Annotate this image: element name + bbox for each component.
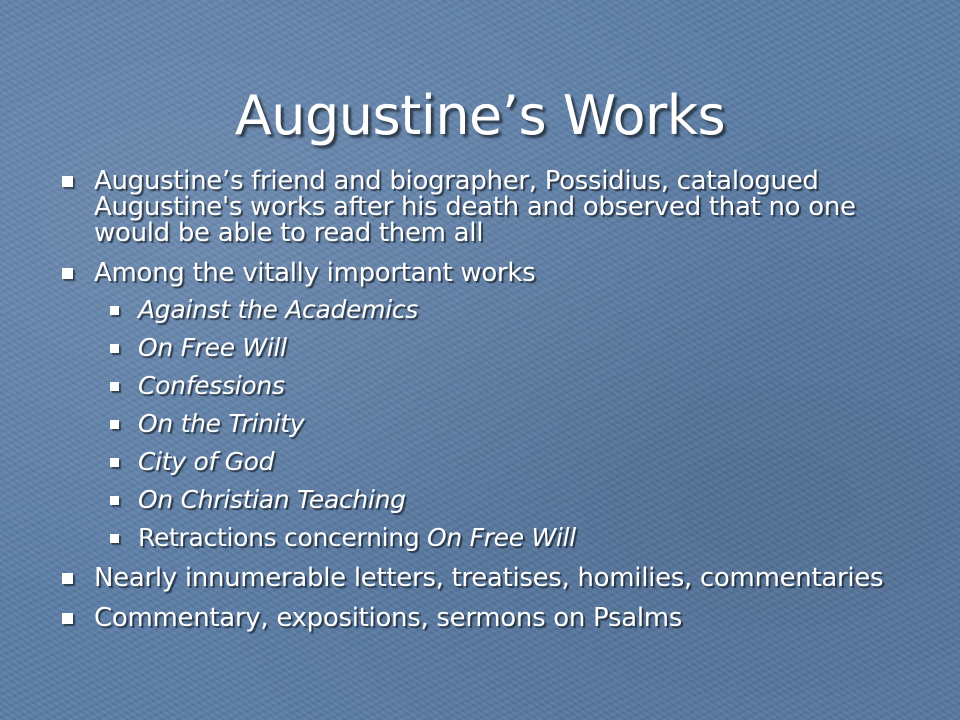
work-title: On Christian Teaching [138, 485, 406, 514]
work-item [110, 487, 930, 513]
bullet-text: Nearly innumerable letters, treatises, homilies, commentaries [94, 563, 884, 593]
work-title: Confessions [138, 371, 285, 400]
work-title: City of God [138, 447, 275, 476]
square-bullet-icon [110, 458, 119, 467]
bullet-psalms [60, 605, 930, 631]
square-bullet-icon [110, 306, 119, 315]
bullet-text: Augustine’s friend and biographer, Possidius, catalogued Augustine's works after his death and observed that no one would be able to read them all [94, 166, 856, 248]
work-item [110, 335, 930, 361]
work-item [110, 411, 930, 437]
square-bullet-icon [110, 496, 119, 505]
slide-title: Augustine’s Works [234, 84, 726, 147]
square-bullet-icon [110, 344, 119, 353]
bullet-text: Commentary, expositions, sermons on Psalms [94, 603, 683, 633]
bullet-possidius [60, 168, 930, 246]
work-title: Against the Academics [138, 295, 419, 324]
bullet-important-works [60, 260, 930, 286]
work-item-retractions [110, 525, 930, 551]
square-bullet-icon [62, 573, 73, 584]
square-bullet-icon [110, 420, 119, 429]
square-bullet-icon [110, 534, 119, 543]
work-item [110, 373, 930, 399]
square-bullet-icon [62, 613, 73, 624]
square-bullet-icon [62, 268, 73, 279]
square-bullet-icon [110, 382, 119, 391]
bullet-text: Among the vitally important works [94, 258, 536, 288]
slide-body [60, 168, 930, 631]
retractions-title: On Free Will [427, 523, 576, 552]
square-bullet-icon [62, 176, 73, 187]
retractions-prefix: Retractions concerning [138, 523, 428, 552]
work-item [110, 449, 930, 475]
work-title: On the Trinity [138, 409, 305, 438]
work-item [110, 297, 930, 323]
bullet-letters [60, 565, 930, 591]
work-title: On Free Will [138, 333, 287, 362]
